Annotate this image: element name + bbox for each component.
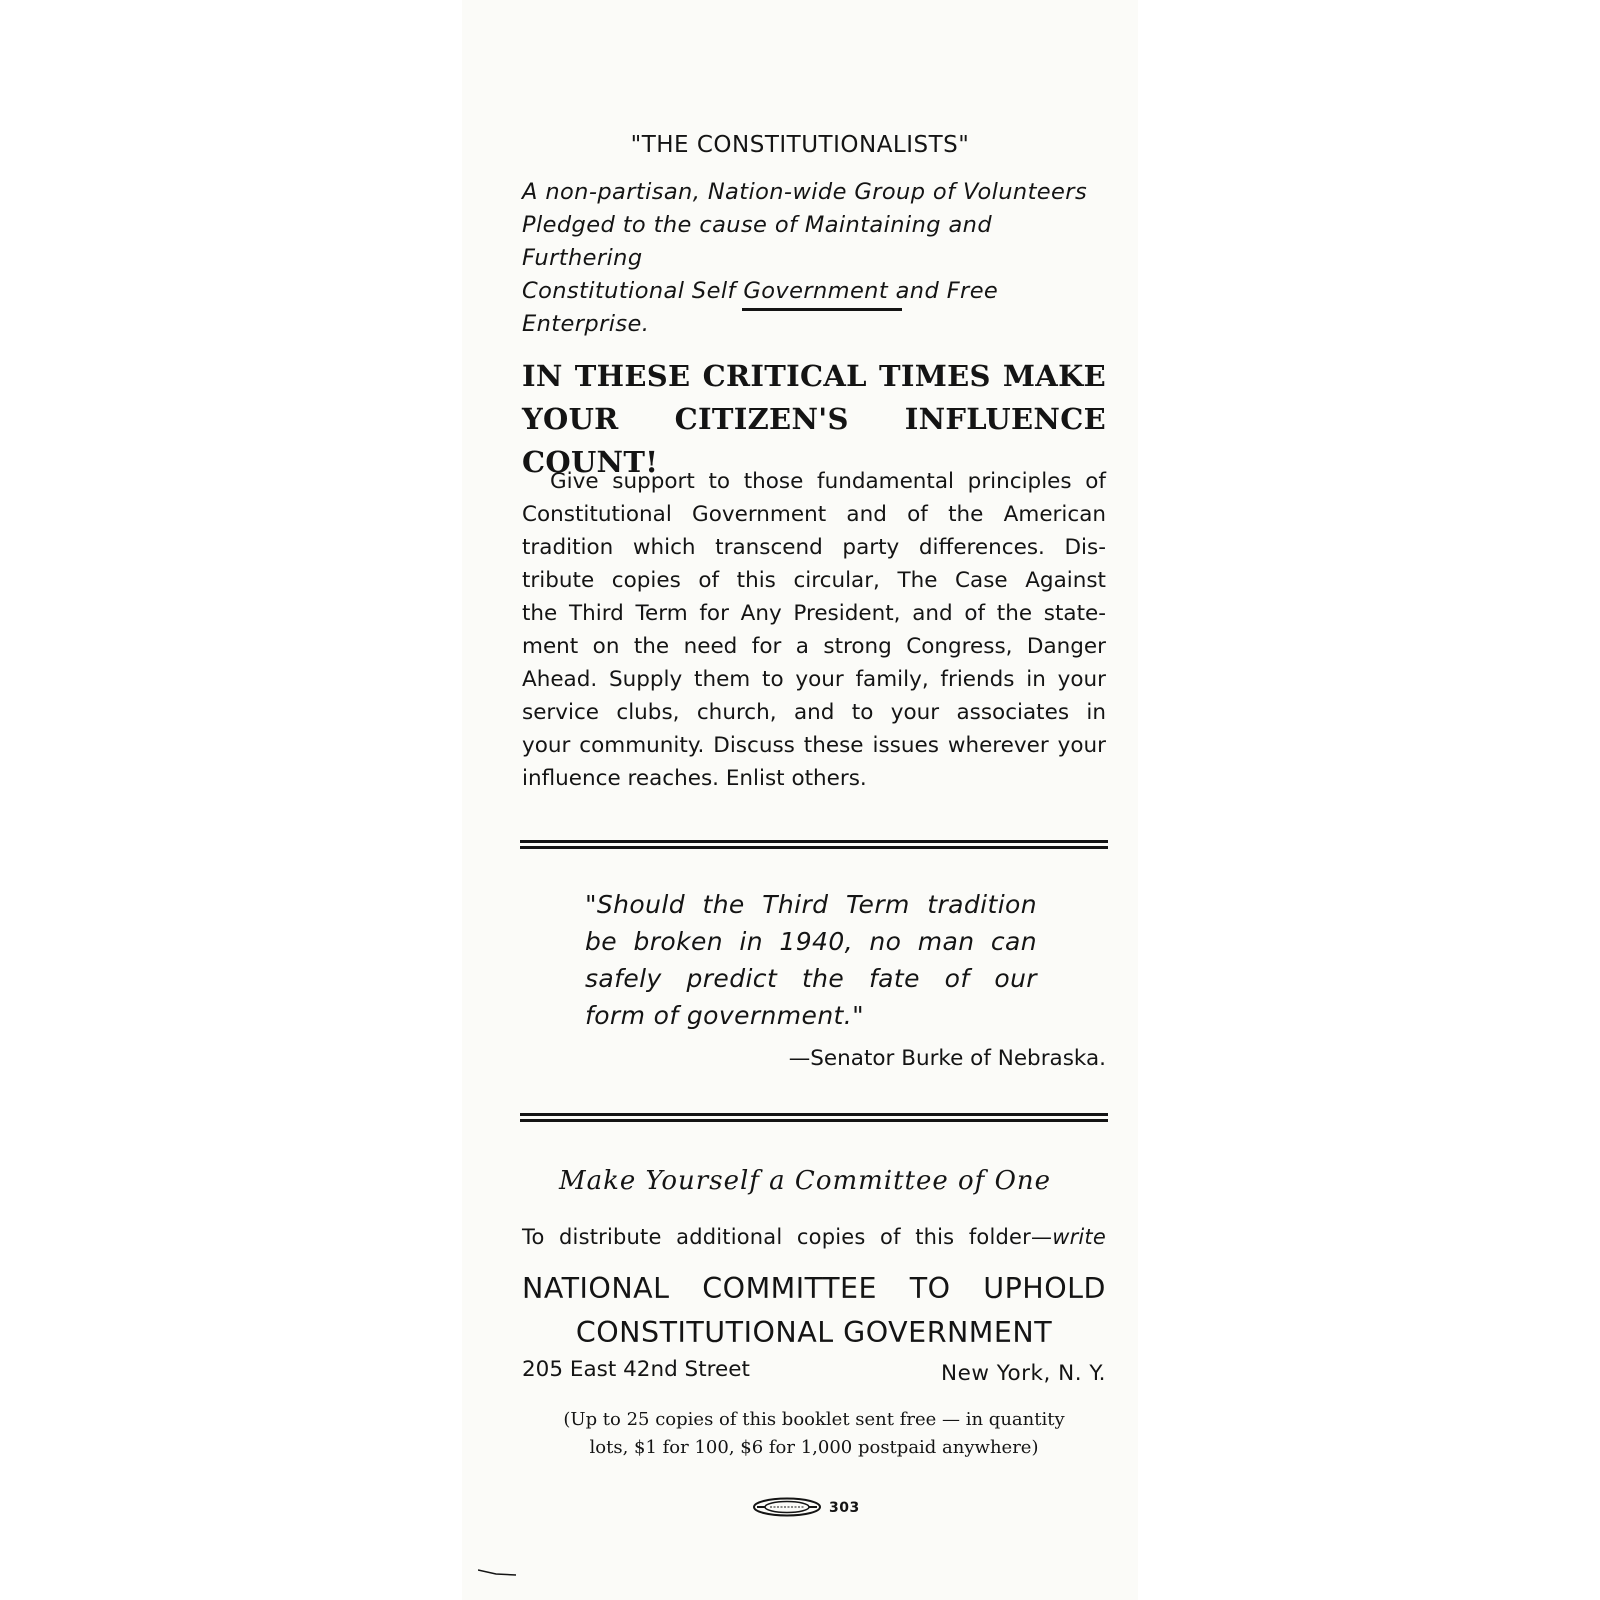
distribute-emphasis: write (1052, 1225, 1106, 1249)
organization-name (522, 1267, 1106, 1355)
stray-ink-mark (478, 1568, 518, 1578)
note-line: lots, $1 for 100, $6 for 1,000 postpaid anywhere) (589, 1437, 1039, 1458)
body-line: the Third Term for Any President, and of the state- (522, 601, 1106, 626)
tagline-line: Constitutional Self Government and Free Enterprise. (522, 278, 999, 337)
committee-heading: Make Yourself a Committee of One (558, 1166, 1052, 1196)
body-line: your community. Discuss these issues wherever your (522, 733, 1106, 758)
org-name-line: CONSTITUTIONAL GOVERNMENT (575, 1316, 1053, 1349)
address-street: 205 East 42nd Street (522, 1357, 750, 1382)
distribute-instruction (522, 1225, 1106, 1249)
double-rule-bottom (520, 1113, 1108, 1122)
body-paragraph (522, 465, 1106, 795)
double-rule-top (520, 840, 1108, 849)
address-city: New York, N. Y. (941, 1361, 1106, 1386)
pricing-note (522, 1406, 1106, 1462)
body-line: tradition which transcend party differences. Dis- (522, 535, 1106, 560)
body-line: Ahead. Supply them to your family, friends in your (522, 667, 1106, 692)
body-line: influence reaches. Enlist others. (522, 766, 867, 791)
quote-line: be broken in 1940, no man can (585, 927, 1037, 956)
tagline-line: A non-partisan, Nation-wide Group of Volunteers (522, 179, 1088, 205)
section-divider (742, 308, 902, 311)
quote-line: form of government." (585, 1001, 865, 1030)
quote-line: safely predict the fate of our (585, 964, 1037, 993)
quote-block (585, 886, 1037, 1034)
group-title: "THE CONSTITUTIONALISTS" (630, 132, 970, 158)
printer-number: 303 (829, 1500, 860, 1516)
body-line: Constitutional Government and of the American (522, 502, 1106, 527)
body-line: ment on the need for a strong Congress, Danger (522, 634, 1106, 659)
org-name-line: NATIONAL COMMITTEE TO UPHOLD (522, 1272, 1106, 1305)
note-line: (Up to 25 copies of this booklet sent free — in quantity (563, 1409, 1065, 1430)
distribute-text: To distribute additional copies of this folder— (522, 1225, 1053, 1249)
tagline-line: Pledged to the cause of Maintaining and Furthering (522, 212, 993, 271)
headline-line: IN THESE CRITICAL TIMES MAKE (522, 359, 1106, 393)
headline-line: YOUR CITIZEN'S INFLUENCE COUNT! (522, 402, 1106, 479)
group-tagline (522, 176, 1106, 341)
body-line: Give support to those fundamental principles of (550, 469, 1106, 494)
body-line: service clubs, church, and to your associates in (522, 700, 1106, 725)
body-line: tribute copies of this circular, The Case Against (522, 568, 1106, 593)
quote-attribution: —Senator Burke of Nebraska. (788, 1046, 1106, 1071)
union-label-icon (752, 1497, 822, 1517)
quote-line: "Should the Third Term tradition (585, 890, 1037, 919)
